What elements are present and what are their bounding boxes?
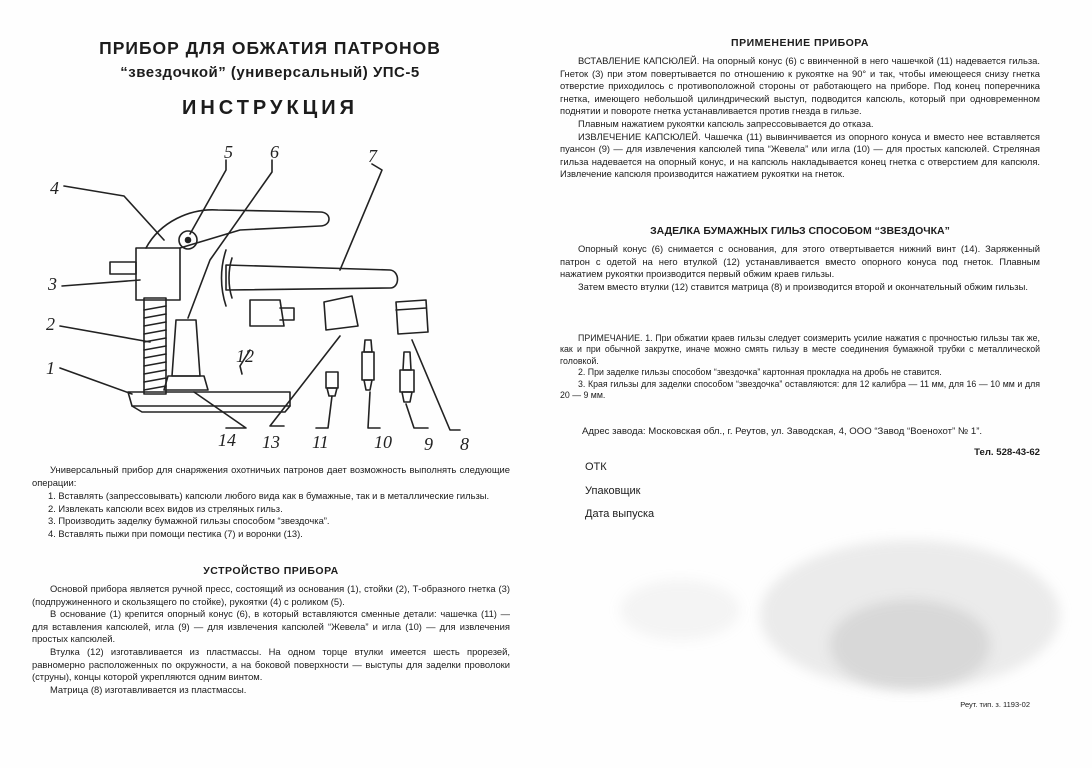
leader-line: [60, 368, 132, 394]
star-crimp-section-title: ЗАДЕЛКА БУМАЖНЫХ ГИЛЬЗ СПОСОБОМ “ЗВЕЗДОЧКА”: [650, 225, 950, 237]
diagram-handle: [226, 265, 398, 290]
paragraph: ИЗВЛЕЧЕНИЕ КАПСЮЛЕЙ. Чашечка (11) вывинчивается из опорного конуса и вместо нее вставляется пуансон (9) — для извлечения капсюлей типа “Жевела” или игла (10) — для простых капсюлей. Стреляная гильза надевается на опорный конус, и на капсюль накладывается конец гнетка с отверстием для капсюля. Извлечение капсюля производится нажатием рукоятки на гнеток.: [560, 130, 1040, 180]
print-mark: Реут. тип. з. 1193-02: [960, 700, 1030, 709]
paragraph: Матрица (8) изготавливается из пластмассы.: [50, 683, 247, 695]
diagram-part-12: [250, 300, 284, 326]
diagram-label-11: 11: [312, 432, 329, 452]
operation-item: 2. Извлекать капсюли всех видов из стреляных гильз.: [48, 502, 283, 514]
diagram-lever-stub: [110, 262, 136, 274]
leader-line: [412, 340, 460, 430]
operation-item: 3. Производить заделку бумажной гильзы способом “звездочка”.: [48, 515, 330, 527]
leader-line: [64, 186, 164, 240]
packer-field: Упаковщик: [585, 485, 641, 497]
diagram-base-shadow: [132, 406, 290, 412]
document-subtitle: “звездочкой” (универсальный) УПС-5: [120, 64, 420, 81]
diagram-label-13: 13: [262, 432, 280, 452]
paragraph: В основание (1) крепится опорный конус (6), в который вставляются сменные детали: чашечка (11) — для вставления капсюлей, игла (9) — для извлечения капсюлей “Жевела” и игла (10) — для извлечения простых капсюлей.: [32, 608, 510, 645]
scan-stain: [830, 600, 990, 690]
diagram-part-8: [396, 300, 428, 334]
diagram-spring: [144, 306, 166, 390]
leader-line: [190, 160, 226, 234]
diagram-label-6: 6: [270, 142, 279, 162]
intro-text: Универсальный прибор для снаряжения охотничьих патронов дает возможность выполнять следующие операции:: [32, 464, 510, 488]
diagram-part-9: [400, 370, 414, 392]
diagram-part-11: [326, 372, 338, 388]
scan-stain: [620, 580, 740, 640]
leader-line: [60, 326, 150, 342]
diagram-label-12: 12: [236, 346, 254, 366]
operations-list: [48, 490, 510, 540]
diagram-press-head: [136, 248, 180, 300]
paragraph: Плавным нажатием рукоятки капсюль запрессовывается до отказа.: [578, 117, 874, 129]
operation-item: 4. Вставлять пыжи при помощи пестика (7) и воронки (13).: [48, 527, 303, 539]
device-diagram: [40, 130, 510, 455]
diagram-label-8: 8: [460, 434, 469, 454]
leader-line: [316, 396, 332, 428]
usage-section-title: ПРИМЕНЕНИЕ ПРИБОРА: [731, 37, 869, 49]
device-section-title: УСТРОЙСТВО ПРИБОРА: [203, 565, 339, 577]
note-item: ПРИМЕЧАНИЕ. 1. При обжатии краев гильзы следует соизмерить усилие нажатия с прочностью гильзы так же, как и при обычной закрутке, иначе можно смять гильзу в месте соединения бумажной трубки с металлической головкой.: [560, 333, 1040, 366]
otk-field: ОТК: [585, 461, 607, 473]
device-section-text: [32, 583, 510, 696]
diagram-label-14: 14: [218, 430, 236, 450]
document-title: ПРИБОР ДЛЯ ОБЖАТИЯ ПАТРОНОВ: [99, 38, 441, 58]
diagram-part-10: [362, 352, 374, 380]
operation-item: 1. Вставлять (запрессовывать) капсюли любого вида как в бумажные, так и в металлические гильзы.: [48, 490, 490, 501]
paragraph: Основой прибора является ручной пресс, состоящий из основания (1), стойки (2), Т-образного гнетка (3) (подпружиненного и скользящего по стойке), рукоятки (4) с роликом (5).: [32, 583, 510, 607]
leader-line: [368, 392, 380, 428]
instruction-heading: ИНСТРУКЦИЯ: [181, 97, 359, 119]
factory-address: Адрес завода: Московская обл., г. Реутов, ул. Заводская, 4, ООО “Завод “Военохот” № 1”.: [582, 426, 983, 437]
leader-line: [188, 160, 272, 318]
leader-line: [194, 392, 246, 428]
diagram-label-7: 7: [368, 146, 377, 166]
star-crimp-section-text: [560, 243, 1040, 293]
diagram-label-9: 9: [424, 434, 433, 454]
usage-section-text: [560, 55, 1040, 181]
leader-line: [406, 404, 428, 428]
notes-block: [560, 333, 1040, 401]
diagram-label-4: 4: [50, 178, 59, 198]
diagram-lever-arm: [146, 210, 329, 248]
leader-line: [62, 280, 140, 286]
leader-line: [340, 164, 382, 270]
diagram-label-2: 2: [46, 314, 55, 334]
diagram-label-3: 3: [48, 274, 57, 294]
diagram-cone: [172, 320, 200, 376]
diagram-label-1: 1: [46, 358, 55, 378]
paragraph: Опорный конус (6) снимается с основания, для этого отвертывается нижний винт (14). Заряженный патрон с одетой на него втулкой (12) устанавливается вместо опорного конуса под гнеток. Плавным нажатием рукоятки производится первый обжим краев гильзы.: [560, 243, 1040, 280]
diagram-label-5: 5: [224, 142, 233, 162]
paragraph: ВСТАВЛЕНИЕ КАПСЮЛЕЙ. На опорный конус (6) с ввинченной в него чашечкой (11) надевается гильза. Гнеток (3) при этом повертывается по отношению к рукоятке на 90° и так, чтобы имеющееся снизу гнетка отверстие приходилось с противоположной стороны от работающего на приборе. Под конец поперечника гнетка, имеющего небольшой цилиндрический выступ, подводится капсюль, который при одновременном поднятии и повороте гнетка устанавливается против гнезда в гильзе.: [560, 55, 1040, 117]
diagram-label-10: 10: [374, 432, 392, 452]
note-item: 3. Края гильзы для заделки способом “звездочка” оставляются: для 12 калибра — 11 мм, для 16 — 10 мм и для 20 — 9 мм.: [560, 378, 1040, 401]
paragraph: Втулка (12) изготавливается из пластмассы. На одном торце втулки имеется шесть прорезей, равномерно расположенных по окружности, а на боковой поверхности — выступы для заделки проволоки (струны), концы которой укрепляются одним винтом.: [32, 645, 510, 683]
diagram-part-13: [324, 296, 358, 330]
note-item: 2. При заделке гильзы способом “звездочка” картонная прокладка на дробь не ставится.: [578, 367, 942, 378]
release-date-field: Дата выпуска: [585, 508, 655, 520]
paragraph: Затем вместо втулки (12) ставится матрица (8) и производится второй и окончательный обжим гильзы.: [578, 280, 1028, 292]
factory-phone: Тел. 528-43-62: [974, 447, 1040, 458]
